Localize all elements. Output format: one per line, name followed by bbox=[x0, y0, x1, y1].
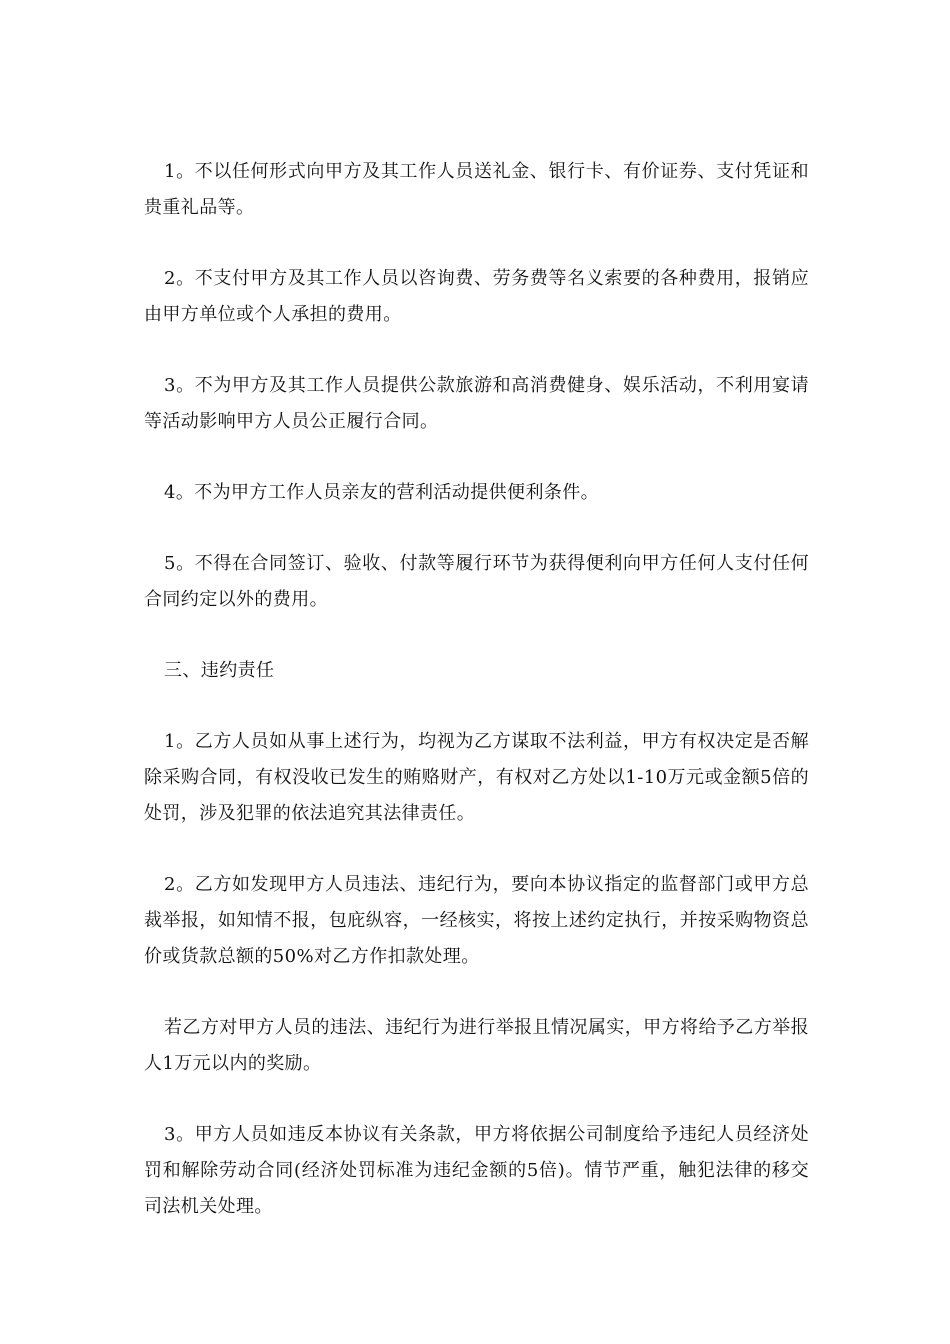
document-body bbox=[144, 154, 809, 1260]
section-heading-liability: 三、违约责任 bbox=[164, 660, 275, 681]
liability-reward-note: 若乙方对甲方人员的违法、违纪行为进行举报且情况属实，甲方将给予乙方举报人1万元以内的奖励。 bbox=[144, 1017, 809, 1074]
clause-4-no-convenience: 4。不为甲方工作人员亲友的营利活动提供便利条件。 bbox=[164, 482, 600, 503]
liability-clause-2: 2。乙方如发现甲方人员违法、违纪行为，要向本协议指定的监督部门或甲方总裁举报，如知情不报，包庇纵容，一经核实，将按上述约定执行，并按采购物资总价或货款总额的50%对乙方作扣款处理。 bbox=[144, 874, 809, 967]
liability-clause-1: 1。乙方人员如从事上述行为，均视为乙方谋取不法利益，甲方有权决定是否解除采购合同，有权没收已发生的贿赂财产，有权对乙方处以1-10万元或金额5倍的处罚，涉及犯罪的依法追究其法律责任。 bbox=[144, 731, 809, 824]
liability-clause-3: 3。甲方人员如违反本协议有关条款，甲方将依据公司制度给予违纪人员经济处罚和解除劳动合同(经济处罚标准为违纪金额的5倍)。情节严重，触犯法律的移交司法机关处理。 bbox=[144, 1124, 809, 1217]
clause-2-no-fees: 2。不支付甲方及其工作人员以咨询费、劳务费等名义索要的各种费用，报销应由甲方单位或个人承担的费用。 bbox=[144, 268, 809, 325]
clause-3-no-entertainment: 3。不为甲方及其工作人员提供公款旅游和高消费健身、娱乐活动，不利用宴请等活动影响甲方人员公正履行合同。 bbox=[144, 375, 809, 432]
clause-1-no-gifts: 1。不以任何形式向甲方及其工作人员送礼金、银行卡、有价证券、支付凭证和贵重礼品等。 bbox=[144, 161, 809, 218]
clause-5-no-payments: 5。不得在合同签订、验收、付款等履行环节为获得便利向甲方任何人支付任何合同约定以外的费用。 bbox=[144, 553, 809, 610]
